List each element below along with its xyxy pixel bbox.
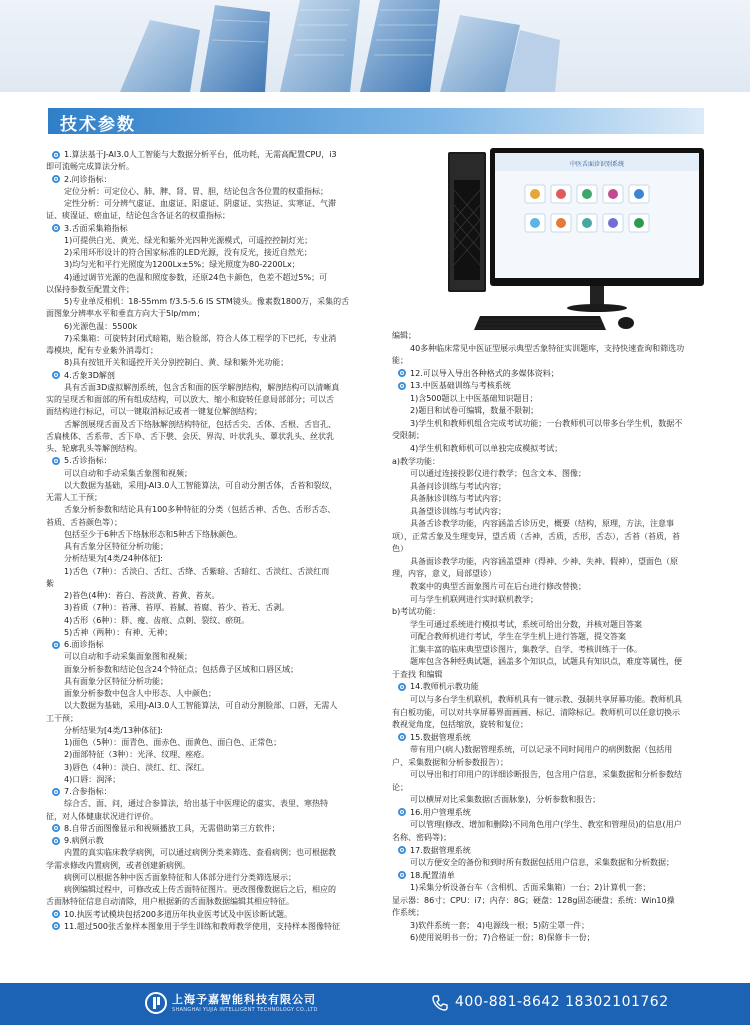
building-skyline-image — [0, 0, 750, 92]
text-line: 病例可以根据各种中医舌面象特征和人体部分进行分类筛选展示； — [64, 872, 296, 882]
text-line: 3)唇色（4种）：淡白、淡红、红、深红。 — [64, 762, 210, 772]
text-line: 舌象分析参数和结论具有100多种特征的分类（包括舌神、舌色、舌形舌态、 — [64, 505, 336, 515]
text-line: 面象分析参数中包含人中形态、人中颜色； — [64, 689, 216, 698]
company-logo-icon — [145, 992, 167, 1014]
text-line: a)教学功能： — [392, 456, 441, 466]
text-line: 4)通过调节光源的色温和照度参数，还原24色卡颜色，色差不超过5%；可 — [64, 272, 328, 282]
bullet-icon — [52, 910, 60, 918]
text-line: 1)舌色（7种）：舌淡白、舌红、舌绛、舌紫暗、舌暗红、舌淡红、舌淡红而 — [64, 566, 330, 576]
text-line: 题库包含各种经典试题，涵盖多个知识点，试题具有知识点，难度等属性，便 — [410, 657, 682, 667]
text-line: 5)专业单反相机：18-55mm f/3.5-5.6 IS STM镜头。像素数1800万，采集的舌 — [64, 297, 350, 306]
section-title-bar — [48, 108, 704, 134]
bullet-icon — [52, 175, 60, 183]
text-line: 显示器：86寸；CPU：i7；内存：8G；硬盘：128g固态硬盘；系统：Win10操 — [392, 895, 675, 905]
text-line: 4)舌形（6种）：胖、瘦、齿痕、点刺、裂纹、瘀斑。 — [64, 615, 250, 625]
text-line: 3)学生机和教师机组合完成考试功能；一台教师机可以带多台学生机，数据不 — [410, 418, 683, 428]
text-line: 8.自带舌面图像显示和视频播放工具，无需借助第三方软件； — [64, 823, 280, 833]
text-line: 面象分析参数和结论包含24个特征点；包括鼻子区域和口唇区域； — [64, 664, 299, 674]
text-line: 2)面部特征（3种）：光泽、纹理、痤疮。 — [64, 750, 210, 760]
bullet-icon — [52, 457, 60, 465]
text-line: 舌解剖展现舌面及舌下络脉解剖结构特征，包括舌尖、舌体、舌根、舌盲孔、 — [64, 419, 336, 429]
text-line: 苔质、舌苔颜色等）； — [46, 517, 122, 527]
text-line: 11.超过500张舌象样本图象用于学生训练和教师教学使用，支持样本图像特征 — [64, 921, 340, 931]
text-line: 具有舌面3D虚拟解剖系统，包含舌和面的医学解剖结构，解剖结构可以清晰真 — [64, 382, 340, 392]
text-line: 具备舌诊教学功能，内容涵盖舌诊历史，概要（结构，原理，方法，注意事 — [410, 519, 674, 529]
text-line: 面结构进行标记，可以一键取消标记或者一键复位解剖结构； — [46, 407, 262, 417]
text-line: 征，对人体健康状况进行评价。 — [46, 811, 158, 821]
text-line: 1)采集分析设备台车（含相机、舌面采集箱）一台；2)计算机一套； — [410, 883, 651, 893]
text-line: 定性分析：可分辨气虚证、血虚证、阳虚证、阴虚证、实热证、实寒证、气滞 — [64, 199, 336, 208]
text-line: 4)口唇：润泽； — [64, 774, 121, 784]
text-line: 舌面脉特征信息自动清除，用户根据新的舌面脉数据编辑其相应特征。 — [46, 897, 294, 907]
text-line: 综合舌、面、问，通过合参算法，给出基于中医理论的虚实、表里、寒热特 — [64, 799, 328, 809]
bullet-icon — [52, 641, 60, 649]
header-banner — [0, 0, 750, 92]
text-line: 可以自动和手动采集舌象图和视频； — [64, 468, 192, 478]
text-line: 3.舌面采集箱指标 — [64, 223, 128, 233]
text-line: 可以横屏对比采集数据(舌面脉象)，分析参数和报告； — [410, 795, 601, 805]
text-line: 工干预； — [46, 713, 78, 723]
text-line: 证、痰湿证、瘀血证，结论包含各证名的权重指标； — [46, 211, 230, 221]
text-line: 具备望诊训练与考试内容； — [410, 506, 506, 516]
bullet-icon — [398, 382, 406, 390]
phone-icon — [430, 993, 450, 1013]
text-line: 汇集丰富的临床典型望诊图片，集教学、自学、考核训练于一体。 — [410, 644, 642, 654]
bullet-icon — [398, 683, 406, 691]
bullet-icon — [52, 788, 60, 796]
text-line: 有白板功能，可以对共享屏幕界面画画、标记、清除标记。教师机可以任意切换示 — [392, 707, 680, 717]
text-line: 理，内容，意义，局部望诊） — [392, 569, 496, 579]
text-line: 以大数据为基础，采用J-AI3.0人工智能算法，可自动分割脸部、口唇，无需人 — [64, 701, 338, 711]
bullet-icon — [52, 922, 60, 930]
text-line: 12.可以导入导出各种格式的多媒体资料； — [410, 368, 559, 378]
text-line: 1)面色（5种）：面青色、面赤色、面黄色、面白色、正常色； — [64, 738, 282, 747]
computer-product-image — [440, 140, 710, 340]
bullet-icon — [52, 837, 60, 845]
text-line: 于查找 和编辑 — [392, 669, 443, 679]
text-line: 具备问诊训练与考试内容； — [410, 481, 506, 491]
text-line: 即可流畅完成算法分析。 — [46, 162, 134, 172]
text-line: 7)采集箱：可旋转封闭式暗箱，贴合脸部，符合人体工程学的下巴托，专业消 — [64, 333, 337, 343]
text-line: 能； — [392, 356, 408, 366]
text-line: 受限制； — [392, 431, 424, 441]
text-line: 病例编辑过程中，可修改或上传舌面特征图片。更改图像数据后之后，相应的 — [64, 885, 336, 894]
phone-numbers: 400-881-8642 18302101762 — [455, 994, 669, 1010]
text-line: 14.教师机示教功能 — [410, 682, 479, 692]
footer-bar — [0, 983, 750, 1025]
bullet-icon — [52, 824, 60, 832]
text-line: 可与学生机联网进行实时联机教学； — [410, 594, 538, 604]
text-line: 具有面象分区特征分析功能； — [64, 676, 168, 686]
text-line: 名称、密码等)； — [392, 833, 452, 842]
text-line: 实的呈现舌和面部的所有组成结构，可以放大、缩小和旋转任意局部部分；可以舌 — [46, 395, 334, 404]
text-line: 具有舌象分区特征分析功能； — [64, 542, 168, 551]
text-line: 以大数据为基础，采用J-AI3.0人工智能算法，可自动分割舌体，舌苔和裂纹， — [64, 480, 338, 490]
text-line: 4)学生机和教师机可以单独完成模拟考试； — [410, 443, 563, 453]
text-line: 13.中医基础训练与考核系统 — [410, 381, 511, 391]
text-line: 色） — [392, 544, 408, 554]
text-line: 可以通过连接投影仪进行教学；包含文本、图像； — [410, 469, 586, 479]
bullet-icon — [398, 808, 406, 816]
text-line: 17.数据管理系统 — [410, 845, 471, 855]
text-line: 紫 — [46, 578, 54, 588]
text-line: 作系统； — [392, 908, 424, 918]
text-line: 具备面诊教学功能，内容涵盖望神（得神、少神、失神、假神），望面色（原 — [410, 556, 678, 566]
text-line: 5)舌神（两种）：有神、无神； — [64, 627, 173, 637]
text-line: 18.配置清单 — [410, 870, 455, 880]
text-line: 6)使用说明书一份；7)合格证一份；8)保修卡一份； — [410, 933, 595, 943]
text-line: 可以导出和打印用户的详细诊断报告，包含用户信息，采集数据和分析参数结 — [410, 770, 682, 780]
text-line: 6)光源色温：5500k — [64, 321, 138, 331]
text-line: 头、轮廓乳头等解剖结构。 — [46, 444, 142, 453]
text-line: 10.执医考试模块包括200多道历年执业医考试及中医诊断试题。 — [64, 909, 292, 919]
bullet-icon — [398, 369, 406, 377]
text-line: 可以管理(修改、增加和删除)不同角色用户(学生、教室和管理员)的信息(用户 — [410, 820, 682, 830]
text-line: 分析结果为[4类/13种体征]: — [64, 725, 163, 735]
text-line: 2)题目和试卷可编辑，数量不限制； — [410, 406, 539, 416]
company-name-en: SHANGHAI YUJIA INTELLIGENT TECHNOLOGY CO.,LTD — [172, 1007, 318, 1013]
text-line: 编辑； — [392, 331, 416, 340]
text-line: 内置的真实临床教学病例，可以通过病例分类来筛选、查看病例；也可根据教 — [64, 848, 336, 858]
text-line: 包括至少于6种舌下络脉形态和5种舌下络脉颜色。 — [64, 529, 243, 539]
text-line: 论； — [392, 782, 408, 792]
text-line: 教案中的典型舌面象图片可在后台进行修改替换； — [410, 582, 586, 591]
text-line: 3)均匀光和平行光照度为1200Lx±5%；绿光照度为80-2200Lx； — [64, 260, 300, 270]
text-line: 分析结果为[4类/24种体征]: — [64, 554, 163, 564]
text-line: 6.面诊指标 — [64, 640, 104, 649]
text-line: 户、采集数据和分析参数报告）； — [392, 757, 508, 767]
text-line: 具备脉诊训练与考试内容； — [410, 494, 506, 504]
text-line: 项），正常舌象及生理变异，望舌质（舌神，舌质，舌形，舌态），舌苔（苔质，苔 — [392, 531, 680, 541]
text-line: 15.数据管理系统 — [410, 732, 471, 742]
text-line: b)考试功能： — [392, 607, 441, 617]
bullet-icon — [398, 846, 406, 854]
text-line: 2)苔色(4种)：苔白、苔淡黄、苔黄、苔灰。 — [64, 591, 220, 600]
text-line: 2)采用环形设计的符合国家标准的LED光源，没有反光，接近自然光； — [64, 248, 312, 257]
bullet-icon — [52, 371, 60, 379]
text-line: 学需求修改内置病例，或者创建新病例。 — [46, 860, 190, 870]
bullet-icon — [398, 733, 406, 741]
text-line: 带有用户(病人)数据管理系统，可以记录不同时间用户的病例数据（包括用 — [410, 745, 673, 755]
text-line: 定位分析：可定位心、肺、脾、肾、胃、胆，结论包含各位置的权重指标； — [64, 186, 328, 196]
text-line: 可以自动和手动采集面象图和视频； — [64, 652, 192, 662]
text-line: 5.舌诊指标： — [64, 456, 112, 466]
text-line: 1)可提供白光、黄光、绿光和紫外光四种光源模式，可遥控控制灯光； — [64, 235, 313, 245]
company-name-cn: 上海予嘉智能科技有限公司 — [172, 993, 316, 1006]
text-line: 3)软件系统一套； 4)电源线一根；5)防尘罩一件； — [410, 920, 590, 930]
text-line: 教视觉角度，包括缩放，旋转和复位； — [392, 720, 528, 730]
text-line: 以保持参数至配置文件； — [46, 284, 134, 294]
text-line: 16.用户管理系统 — [410, 807, 471, 817]
section-title: 技术参数 — [60, 115, 136, 135]
bullet-icon — [398, 871, 406, 879]
bullet-icon — [52, 224, 60, 232]
text-line: 8)具有按钮开关和遥控开关分别控制白、黄、绿和紫外光功能； — [64, 358, 289, 368]
text-line: 面图象分辨率水平和垂直方向大于5lp/mm； — [46, 309, 205, 319]
text-line: 4.舌象3D解剖 — [64, 370, 115, 380]
text-line: 9.病例示教 — [64, 836, 104, 845]
text-line: 1.算法基于J-AI3.0人工智能与大数据分析平台，低功耗，无需高配置CPU，i3 — [64, 150, 337, 159]
text-line: 可以与多台学生机联机，教师机具有一键示教、强制共享屏幕功能。教师机具 — [410, 694, 682, 704]
text-line: 3)苔质（7种）：苔薄、苔厚、苔腻、苔腐、苔少、苔无、舌剥。 — [64, 603, 290, 613]
text-line: 40多种临床常见中医证型展示典型舌象特征实训题库，支持快速查询和筛选功 — [410, 343, 685, 353]
text-line: 舌扁桃体、舌系带、舌下阜、舌下襞、会厌、界沟、叶状乳头、蕈状乳头、丝状乳 — [46, 431, 334, 441]
text-line: 无需人工干预； — [46, 493, 102, 502]
software-screen-title: 中医舌面诊识别系统 — [569, 161, 625, 168]
text-line: 1)含500题以上中医基础知识题目； — [410, 393, 538, 403]
text-line: 学生可通过系统进行模拟考试，系统可给出分数，并核对题目答案 — [410, 619, 642, 629]
text-line: 7.合参指标： — [64, 787, 112, 796]
bullet-icon — [52, 151, 60, 159]
text-line: 毒模块，配有专业紫外消毒灯； — [46, 346, 158, 355]
text-line: 2.问诊指标： — [64, 174, 112, 184]
text-line: 可以方便安全的备份和到时所有数据包括用户信息，采集数据和分析数据； — [410, 858, 674, 868]
text-line: 可配合教师机进行考试，学生在学生机上进行答题，提交答案 — [410, 632, 626, 642]
